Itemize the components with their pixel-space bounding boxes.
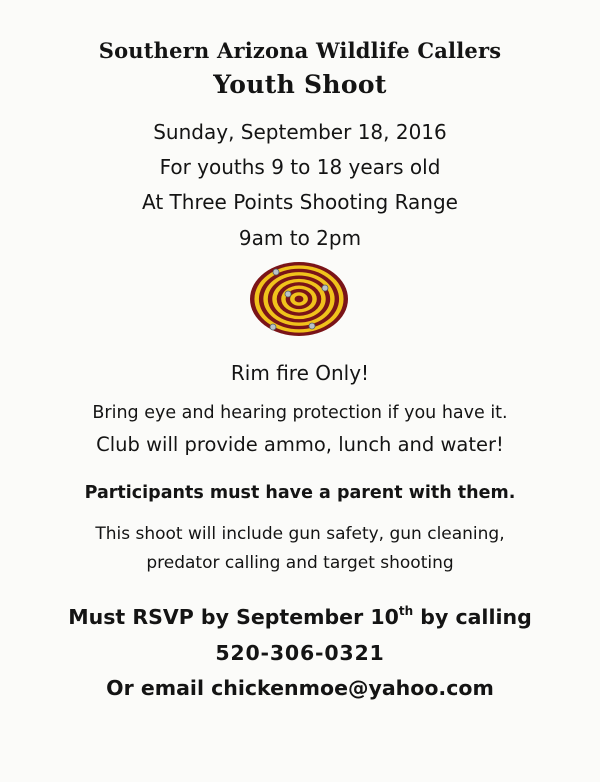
event-time: 9am to 2pm <box>238 226 362 250</box>
club-provides-notice: Club will provide ammo, lunch and water! <box>96 433 504 456</box>
phone-number: 520-306-0321 <box>215 641 385 665</box>
rsvp-suffix: by calling <box>413 605 532 629</box>
email-contact: Or email chickenmoe@yahoo.com <box>106 676 494 700</box>
bullseye-target-icon <box>249 261 349 337</box>
bullet-hole <box>309 323 315 329</box>
event-location: At Three Points Shooting Range <box>142 190 458 214</box>
protection-notice: Bring eye and hearing protection if you have it. <box>92 403 508 423</box>
bullet-hole <box>273 269 279 275</box>
bullet-hole <box>322 285 328 291</box>
event-title: Youth Shoot <box>213 70 387 99</box>
rsvp-ordinal: th <box>398 604 414 618</box>
rsvp-prefix: Must RSVP by September 10 <box>68 605 399 629</box>
bullet-hole <box>285 291 291 297</box>
event-date: Sunday, September 18, 2016 <box>153 120 447 144</box>
parent-requirement: Participants must have a parent with them. <box>84 483 516 503</box>
rimfire-notice: Rim fire Only! <box>230 361 370 385</box>
rsvp-deadline <box>0 604 600 629</box>
target-ring <box>295 296 304 303</box>
includes-line-2: predator calling and target shooting <box>146 553 454 573</box>
organization-title: Southern Arizona Wildlife Callers <box>98 38 502 63</box>
includes-line-1: This shoot will include gun safety, gun cleaning, <box>95 524 505 544</box>
bullet-hole <box>270 324 276 330</box>
event-ages: For youths 9 to 18 years old <box>159 155 441 179</box>
